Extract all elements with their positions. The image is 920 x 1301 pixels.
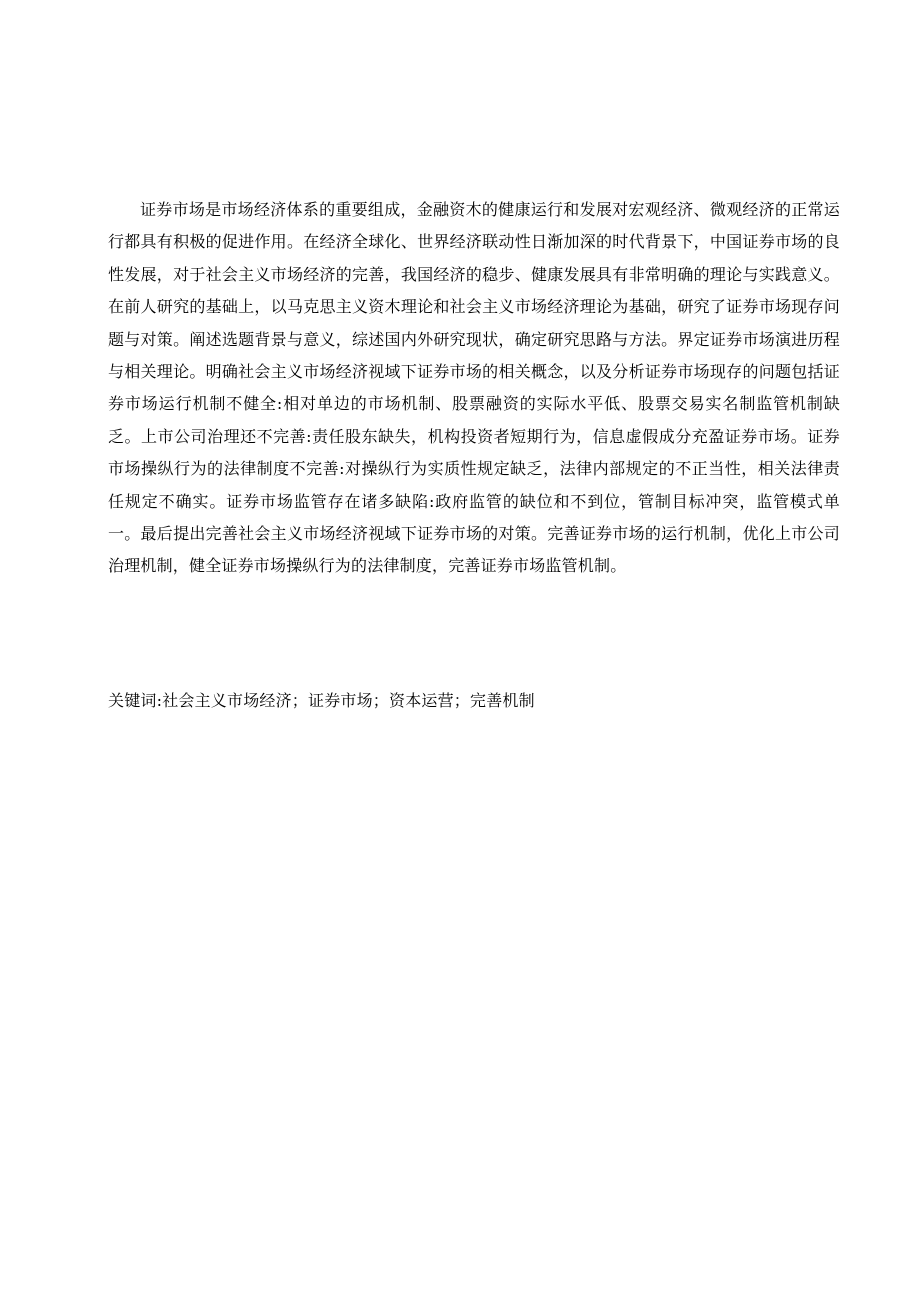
abstract-paragraph: 证券市场是市场经济体系的重要组成，金融资木的健康运行和发展对宏观经济、微观经济的正常运行都具有积极的促进作用。在经济全球化、世界经济联动性日渐加深的时代背景下，中国证券市场的良性发展，对于社会主义市场经济的完善，我国经济的稳步、健康发展具有非常明确的理论与实践意义。在前人研究的基础上，以马克思主义资木理论和社会主义市场经济理论为基础，研究了证券市场现存问题与对策。阐述选题背景与意义，综述国内外研究现状，确定研究思路与方法。界定证券市场演进历程与相关理论。明确社会主义市场经济视域下证券市场的相关概念，以及分析证券市场现存的问题包括证券市场运行机制不健全:相对单边的市场机制、股票融资的实际水平低、股票交易实名制监管机制缺乏。上市公司治理还不完善:责任股东缺失，机构投资者短期行为，信息虚假成分充盈证券市场。证券市场操纵行为的法律制度不完善:对操纵行为实质性规定缺乏，法律内部规定的不正当性，相关法律责任规定不确实。证券市场监管存在诸多缺陷:政府监管的缺位和不到位，管制目标冲突，监管模式单一。最后提出完善社会主义市场经济视域下证券市场的对策。完善证券市场的运行机制，优化上市公司治理机制，健全证券市场操纵行为的法律制度，完善证券市场监管机制。 — [108, 200, 840, 576]
keywords-line: 关键词:社会主义市场经济；证券市场；资本运营；完善机制 — [108, 691, 535, 710]
